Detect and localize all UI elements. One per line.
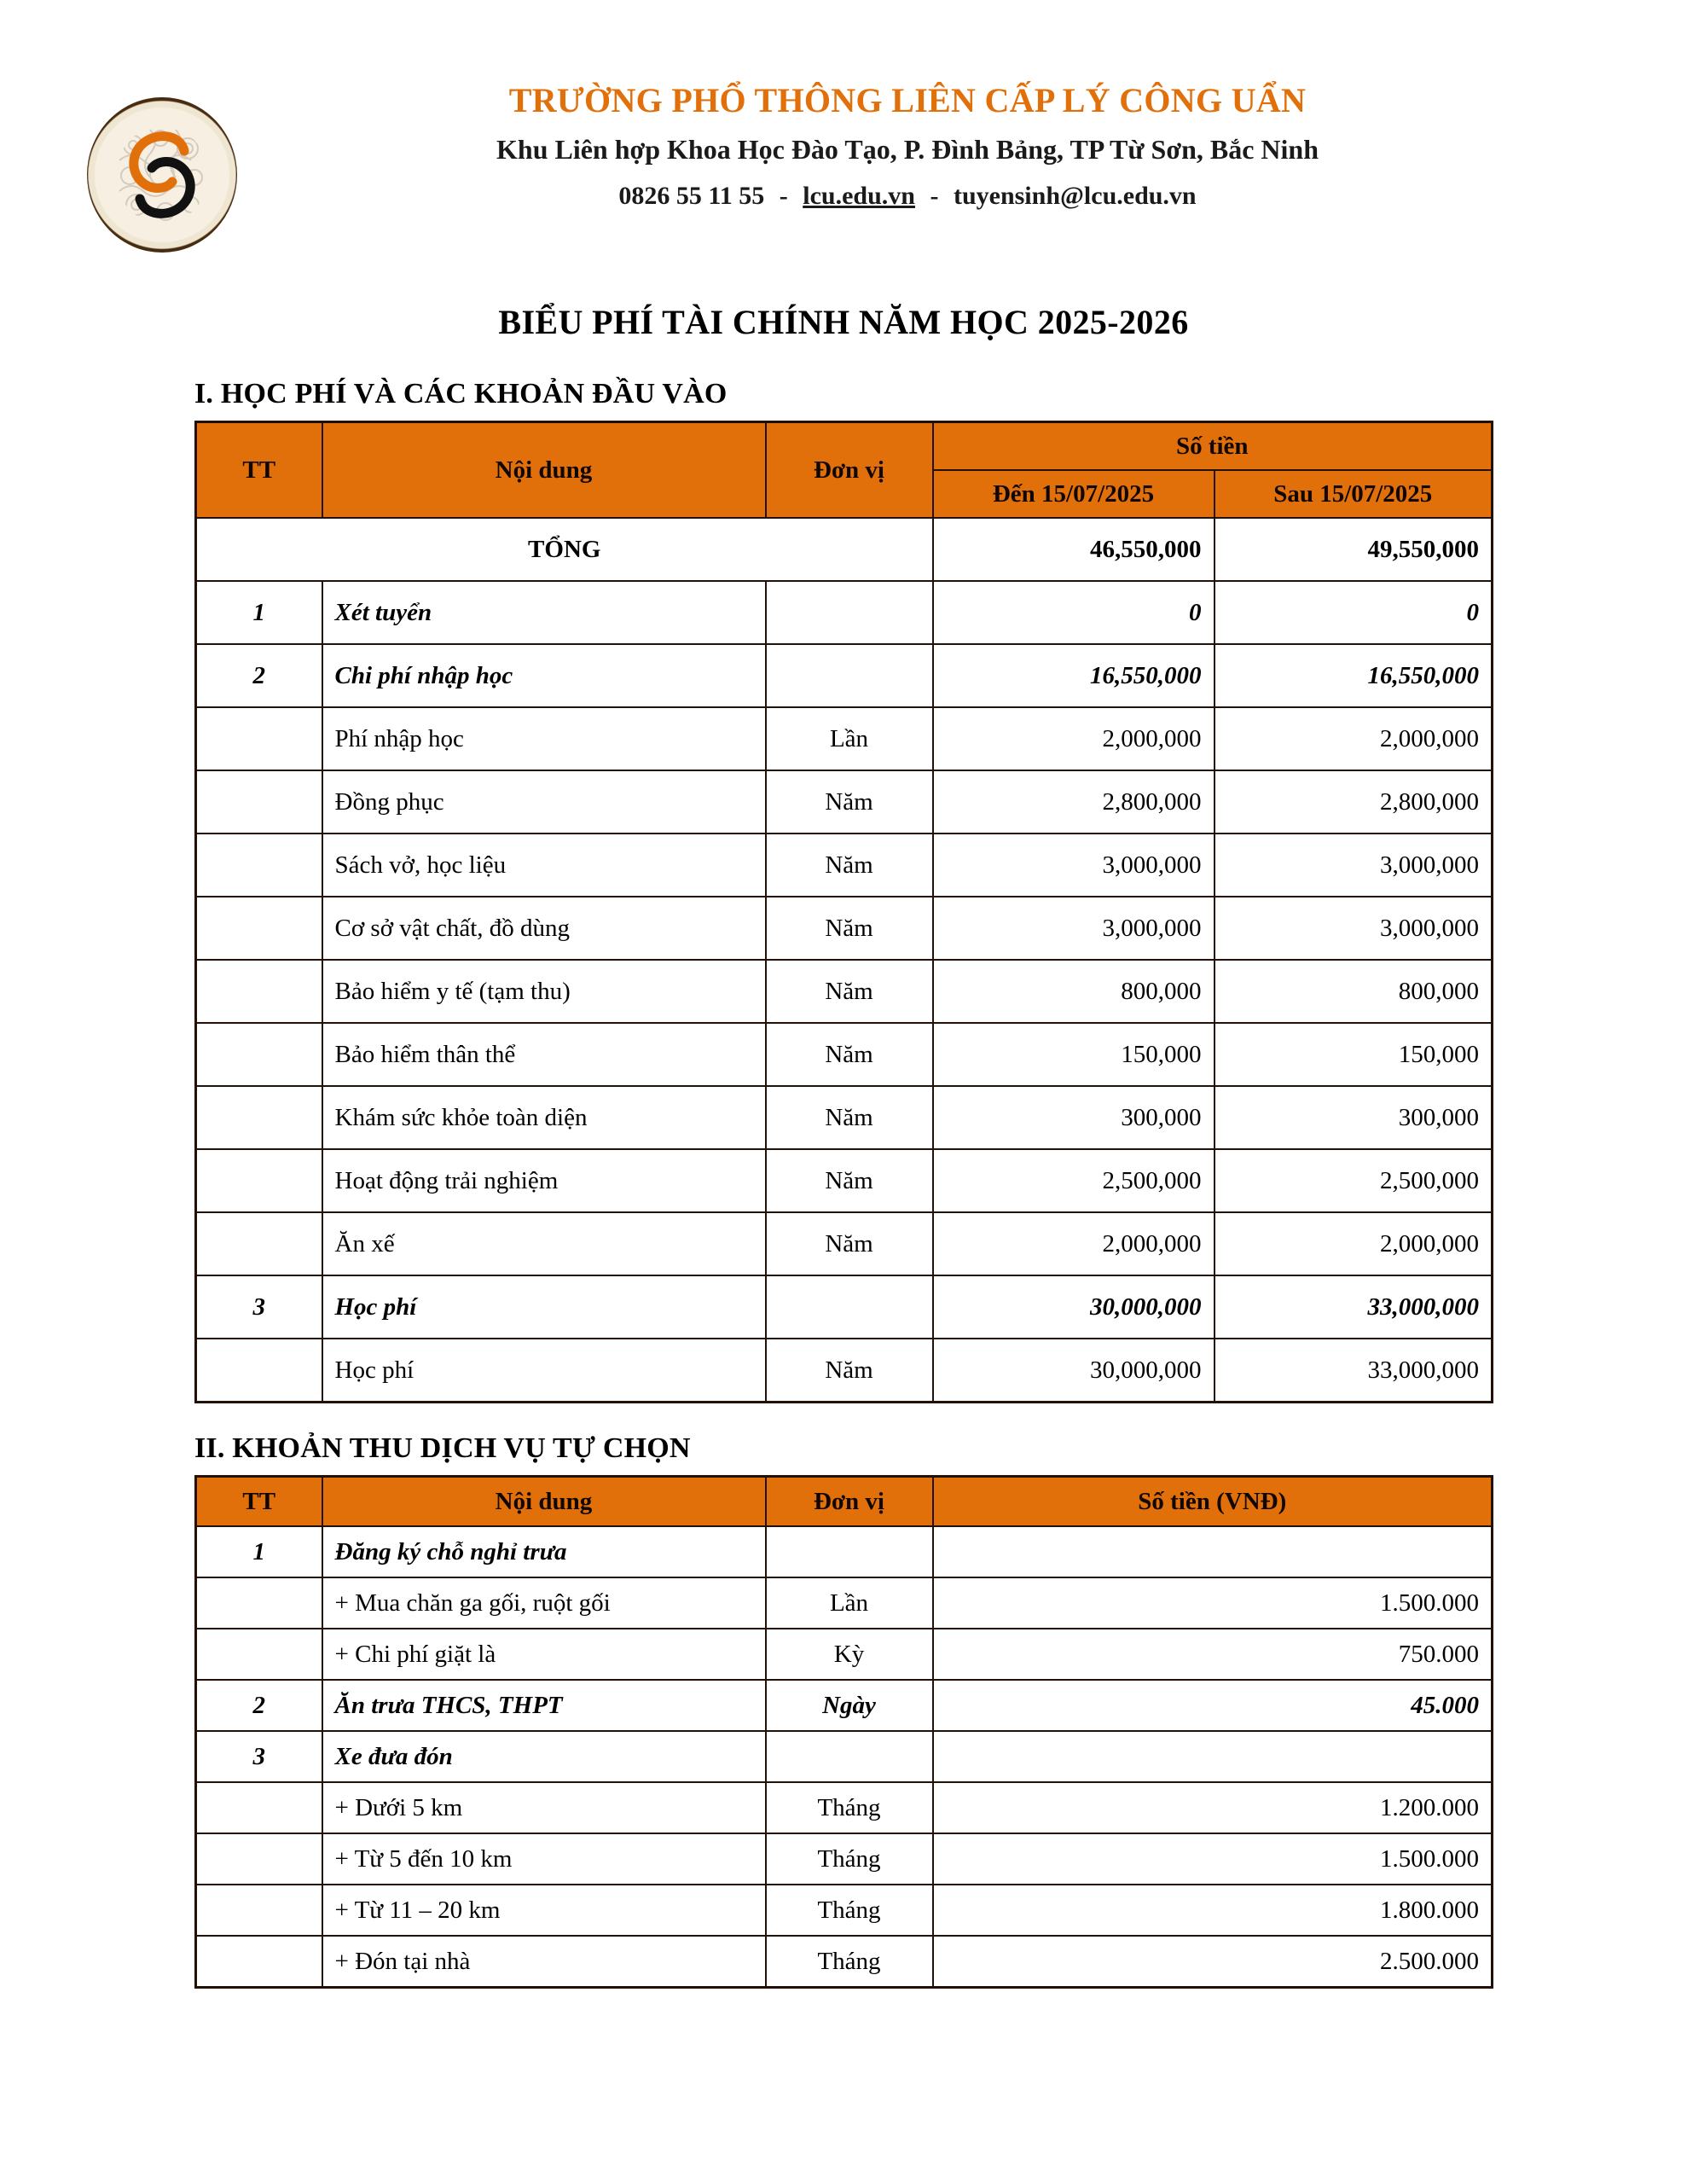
- cell-tt: [196, 834, 322, 897]
- section-two-heading: II. KHOẢN THU DỊCH VỤ TỰ CHỌN: [194, 1432, 691, 1464]
- cell-noi-dung: Bảo hiểm thân thể: [322, 1023, 766, 1086]
- table-row: [196, 770, 1493, 834]
- cell-tt: [196, 960, 322, 1023]
- cell-noi-dung: Chi phí nhập học: [322, 644, 766, 707]
- table-row: [196, 834, 1493, 897]
- school-logo-icon: [87, 97, 237, 253]
- cell-don-vi: [766, 1731, 933, 1782]
- tuition-fee-table: [194, 421, 1493, 1403]
- contact-separator-1: -: [779, 182, 788, 211]
- cell-don-vi: Năm: [766, 1212, 933, 1275]
- cell-tt: [196, 1086, 322, 1149]
- cell-tt: 2: [196, 1680, 322, 1731]
- cell-don-vi: Năm: [766, 897, 933, 960]
- phone-number: 0826 55 11 55: [618, 182, 765, 211]
- cell-amount-after: 33,000,000: [1215, 1275, 1493, 1339]
- cell-noi-dung: Đăng ký chỗ nghỉ trưa: [322, 1526, 766, 1577]
- table-row: [196, 1149, 1493, 1212]
- table-row: [196, 707, 1493, 770]
- cell-amount-before: 2,000,000: [933, 1212, 1215, 1275]
- cell-tt: [196, 1023, 322, 1086]
- cell-noi-dung: Xe đưa đón: [322, 1731, 766, 1782]
- cell-amount: 45.000: [933, 1680, 1493, 1731]
- cell-amount: [933, 1731, 1493, 1782]
- cell-amount-after: 3,000,000: [1215, 834, 1493, 897]
- cell-tt: [196, 1782, 322, 1833]
- cell-amount-after: 0: [1215, 581, 1493, 644]
- school-name: TRƯỜNG PHỔ THÔNG LIÊN CẤP LÝ CÔNG UẨN: [508, 81, 1307, 119]
- table-row: [196, 1833, 1493, 1885]
- th2-tt: TT: [196, 1477, 322, 1527]
- cell-amount-after: 33,000,000: [1215, 1339, 1493, 1403]
- cell-total-before: 46,550,000: [933, 518, 1215, 581]
- cell-don-vi: Tháng: [766, 1885, 933, 1936]
- th-noi-dung: Nội dung: [322, 422, 766, 519]
- tuition-table-header: [196, 422, 1493, 519]
- cell-don-vi: [766, 581, 933, 644]
- cell-amount: 2.500.000: [933, 1936, 1493, 1988]
- table-row: [196, 1629, 1493, 1680]
- cell-noi-dung: + Từ 5 đến 10 km: [322, 1833, 766, 1885]
- cell-noi-dung: Khám sức khỏe toàn diện: [322, 1086, 766, 1149]
- cell-amount-before: 16,550,000: [933, 644, 1215, 707]
- logo-swirl: [111, 122, 213, 228]
- cell-don-vi: Năm: [766, 1339, 933, 1403]
- tuition-table-body: [196, 518, 1493, 1403]
- section-two-table-wrap: [0, 1475, 1687, 1989]
- table-row: [196, 1023, 1493, 1086]
- cell-amount-after: 800,000: [1215, 960, 1493, 1023]
- letterhead: [0, 0, 1687, 253]
- cell-don-vi: Tháng: [766, 1936, 933, 1988]
- cell-tt: [196, 897, 322, 960]
- table-row: [196, 1526, 1493, 1577]
- cell-amount-before: 30,000,000: [933, 1339, 1215, 1403]
- cell-don-vi: Ngày: [766, 1680, 933, 1731]
- table-row: [196, 581, 1493, 644]
- table-row: [196, 1339, 1493, 1403]
- cell-noi-dung: + Mua chăn ga gối, ruột gối: [322, 1577, 766, 1629]
- cell-amount-before: 0: [933, 581, 1215, 644]
- cell-noi-dung: + Chi phí giặt là: [322, 1629, 766, 1680]
- th-so-tien: Số tiền: [933, 422, 1493, 471]
- cell-tt: [196, 1212, 322, 1275]
- cell-tt: [196, 707, 322, 770]
- website-link[interactable]: lcu.edu.vn: [803, 182, 915, 211]
- table-row: [196, 1086, 1493, 1149]
- cell-don-vi: Tháng: [766, 1782, 933, 1833]
- cell-amount-before: 2,000,000: [933, 707, 1215, 770]
- optional-table-header: [196, 1477, 1493, 1527]
- cell-amount-before: 800,000: [933, 960, 1215, 1023]
- cell-tt: 3: [196, 1275, 322, 1339]
- th-amount-before: Đến 15/07/2025: [933, 470, 1215, 518]
- cell-noi-dung: Học phí: [322, 1275, 766, 1339]
- cell-don-vi: Năm: [766, 1086, 933, 1149]
- table-row: [196, 1731, 1493, 1782]
- cell-don-vi: Năm: [766, 1149, 933, 1212]
- optional-table-body: [196, 1526, 1493, 1988]
- table-row: [196, 1680, 1493, 1731]
- table-row: [196, 897, 1493, 960]
- cell-don-vi: [766, 1526, 933, 1577]
- cell-amount-before: 3,000,000: [933, 834, 1215, 897]
- cell-don-vi: Năm: [766, 834, 933, 897]
- cell-total-label: TỔNG: [196, 518, 933, 581]
- email-link[interactable]: tuyensinh@lcu.edu.vn: [953, 182, 1197, 211]
- logo-container: [0, 82, 324, 253]
- cell-noi-dung: Ăn trưa THCS, THPT: [322, 1680, 766, 1731]
- th-tt: TT: [196, 422, 322, 519]
- cell-amount-after: 2,000,000: [1215, 707, 1493, 770]
- cell-amount: 750.000: [933, 1629, 1493, 1680]
- th2-don-vi: Đơn vị: [766, 1477, 933, 1527]
- cell-amount: 1.500.000: [933, 1833, 1493, 1885]
- table-header-row: [196, 1477, 1493, 1527]
- school-address: Khu Liên hợp Khoa Học Đào Tạo, P. Đình Bảng, TP Từ Sơn, Bắc Ninh: [496, 134, 1319, 165]
- table-row: [196, 1782, 1493, 1833]
- cell-tt: 1: [196, 581, 322, 644]
- page-title: BIỂU PHÍ TÀI CHÍNH NĂM HỌC 2025-2026: [498, 303, 1189, 341]
- cell-amount: 1.500.000: [933, 1577, 1493, 1629]
- cell-amount-after: 2,500,000: [1215, 1149, 1493, 1212]
- cell-noi-dung: Ăn xế: [322, 1212, 766, 1275]
- cell-noi-dung: + Dưới 5 km: [322, 1782, 766, 1833]
- cell-amount-before: 3,000,000: [933, 897, 1215, 960]
- th-don-vi: Đơn vị: [766, 422, 933, 519]
- cell-amount: [933, 1526, 1493, 1577]
- cell-don-vi: [766, 644, 933, 707]
- cell-tt: [196, 770, 322, 834]
- cell-noi-dung: Phí nhập học: [322, 707, 766, 770]
- table-row-total: [196, 518, 1493, 581]
- cell-don-vi: Tháng: [766, 1833, 933, 1885]
- table-row: [196, 960, 1493, 1023]
- table-row: [196, 1275, 1493, 1339]
- th2-so-tien: Số tiền (VNĐ): [933, 1477, 1493, 1527]
- table-row: [196, 1212, 1493, 1275]
- cell-total-after: 49,550,000: [1215, 518, 1493, 581]
- section-one-heading: I. HỌC PHÍ VÀ CÁC KHOẢN ĐẦU VÀO: [194, 378, 728, 410]
- table-row: [196, 1577, 1493, 1629]
- cell-noi-dung: Xét tuyển: [322, 581, 766, 644]
- cell-amount-before: 30,000,000: [933, 1275, 1215, 1339]
- cell-tt: [196, 1833, 322, 1885]
- cell-tt: 3: [196, 1731, 322, 1782]
- cell-noi-dung: Đồng phục: [322, 770, 766, 834]
- cell-tt: [196, 1629, 322, 1680]
- cell-amount-before: 2,800,000: [933, 770, 1215, 834]
- cell-tt: 2: [196, 644, 322, 707]
- table-row: [196, 644, 1493, 707]
- cell-tt: [196, 1339, 322, 1403]
- cell-amount-before: 150,000: [933, 1023, 1215, 1086]
- cell-tt: 1: [196, 1526, 322, 1577]
- cell-amount-before: 2,500,000: [933, 1149, 1215, 1212]
- cell-tt: [196, 1577, 322, 1629]
- cell-amount-after: 2,000,000: [1215, 1212, 1493, 1275]
- cell-don-vi: Năm: [766, 1023, 933, 1086]
- cell-noi-dung: Bảo hiểm y tế (tạm thu): [322, 960, 766, 1023]
- cell-amount-before: 300,000: [933, 1086, 1215, 1149]
- cell-tt: [196, 1149, 322, 1212]
- cell-don-vi: [766, 1275, 933, 1339]
- cell-noi-dung: Sách vở, học liệu: [322, 834, 766, 897]
- table-row: [196, 1936, 1493, 1988]
- cell-don-vi: Lần: [766, 707, 933, 770]
- cell-amount: 1.200.000: [933, 1782, 1493, 1833]
- cell-noi-dung: Học phí: [322, 1339, 766, 1403]
- cell-amount-after: 150,000: [1215, 1023, 1493, 1086]
- cell-amount: 1.800.000: [933, 1885, 1493, 1936]
- cell-amount-after: 300,000: [1215, 1086, 1493, 1149]
- school-contact-line: [324, 182, 1491, 210]
- cell-tt: [196, 1885, 322, 1936]
- cell-amount-after: 16,550,000: [1215, 644, 1493, 707]
- cell-tt: [196, 1936, 322, 1988]
- cell-amount-after: 2,800,000: [1215, 770, 1493, 834]
- cell-don-vi: Kỳ: [766, 1629, 933, 1680]
- th2-noi-dung: Nội dung: [322, 1477, 766, 1527]
- contact-separator-2: -: [930, 182, 939, 211]
- cell-don-vi: Lần: [766, 1577, 933, 1629]
- cell-don-vi: Năm: [766, 960, 933, 1023]
- table-row: [196, 1885, 1493, 1936]
- table-header-row-1: [196, 422, 1493, 471]
- letterhead-text: [324, 82, 1687, 210]
- cell-don-vi: Năm: [766, 770, 933, 834]
- cell-noi-dung: + Từ 11 – 20 km: [322, 1885, 766, 1936]
- cell-noi-dung: Cơ sở vật chất, đồ dùng: [322, 897, 766, 960]
- cell-noi-dung: + Đón tại nhà: [322, 1936, 766, 1988]
- th-amount-after: Sau 15/07/2025: [1215, 470, 1493, 518]
- section-one-table-wrap: [0, 421, 1687, 1403]
- optional-service-table: [194, 1475, 1493, 1989]
- cell-noi-dung: Hoạt động trải nghiệm: [322, 1149, 766, 1212]
- cell-amount-after: 3,000,000: [1215, 897, 1493, 960]
